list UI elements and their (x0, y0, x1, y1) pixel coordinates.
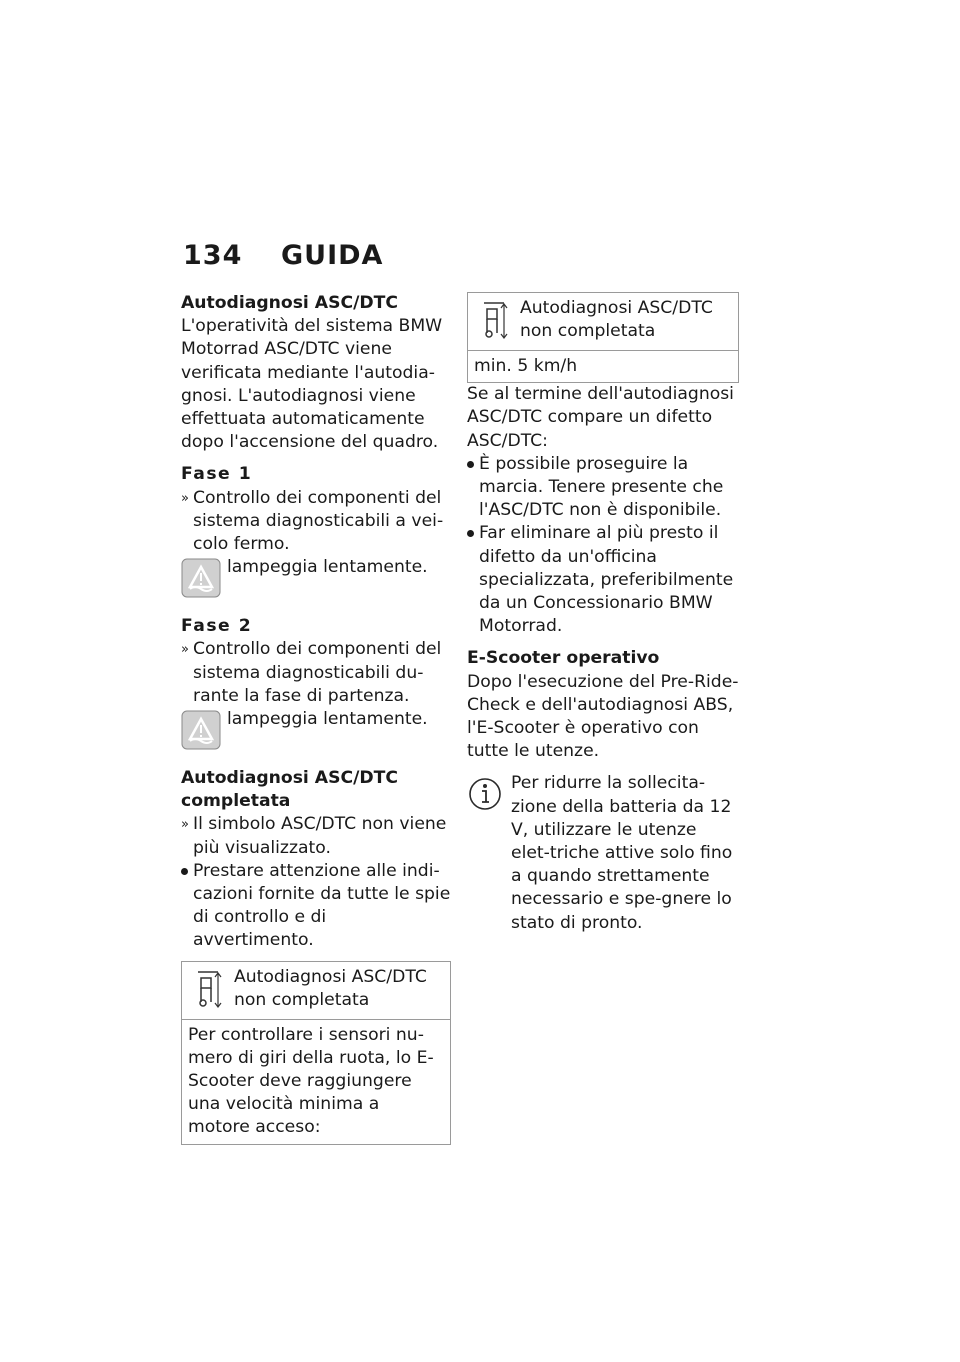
bullet-text: È possibile proseguire la marcia. Tenere presente che l'ASC/DTC non è disponibile. (479, 453, 724, 521)
bullet-item (467, 522, 739, 638)
step-action-fase1 (181, 487, 451, 557)
info-box-value: min. 5 km/h (468, 350, 738, 382)
step-action-fase2 (181, 638, 451, 708)
info-box-header (468, 293, 738, 350)
section-text-operativo: Dopo l'esecuzione del Pre-Ride-Check e dell'autodiagnosi ABS, l'E-Scooter è operativo con tutte le utenze. (467, 671, 739, 762)
info-box-left (181, 961, 451, 1145)
asc-warning-icon (181, 558, 221, 598)
info-box-right (467, 292, 739, 383)
action-text: Controllo dei componenti del sistema diagnosticabili du-rante la fase di partenza. (193, 639, 442, 706)
warning-result-fase1: lampeggia lentamente. (227, 557, 428, 578)
bullet-text: Prestare attenzione alle indi-cazioni fornite da tutte le spie di controllo e di avvertimento. (193, 860, 451, 951)
bullet-item (181, 860, 451, 953)
section-title-operativo: E-Scooter operativo (467, 648, 660, 669)
info-note (467, 772, 739, 934)
measure-icon (482, 301, 508, 341)
asc-warning-icon (181, 710, 221, 750)
step-action-completata (181, 813, 451, 859)
chapter-title: GUIDA (281, 240, 384, 271)
left-column (181, 292, 451, 1145)
bullet-dot (467, 530, 474, 537)
section-text-autodiagnosi: L'operatività del sistema BMW Motorrad ASC/DTC viene verificata mediante l'autodia-gnosi. L'autodiagnosi viene effettuata automaticamente dopo l'accensione del quadro. (181, 316, 443, 453)
action-text: Il simbolo ASC/DTC non viene più visualizzato. (193, 814, 447, 858)
step-title-fase2: Fase 2 (181, 616, 253, 637)
page-number: 134 (183, 240, 243, 271)
page-header (183, 240, 383, 280)
info-box-title: Autodiagnosi ASC/DTC non completata (234, 966, 427, 1010)
info-box-body: Per controllare i sensori nu-mero di giri della ruota, lo E-Scooter deve raggiungere una velocità minima a motore acceso: (182, 1019, 450, 1144)
warning-result-fase2: lampeggia lentamente. (227, 709, 428, 730)
warning-row-fase1 (181, 556, 451, 606)
info-box-header (182, 962, 450, 1019)
section-title-completata: Autodiagnosi ASC/DTC completata (181, 768, 398, 812)
section-title-autodiagnosi: Autodiagnosi ASC/DTC (181, 293, 398, 313)
action-marker: » (181, 642, 189, 658)
info-note-text: Per ridurre la sollecita-zione della batteria da 12 V, utilizzare le utenze elet-triche attive solo fino a quando strettamente necessario e spe-gnere lo stato di pronto. (511, 773, 733, 933)
paragraph-defect: Se al termine dell'autodiagnosi ASC/DTC compare un difetto ASC/DTC: (467, 384, 734, 451)
warning-row-fase2 (181, 708, 451, 758)
action-text: Controllo dei componenti del sistema diagnosticabili a vei-colo fermo. (193, 487, 444, 555)
measure-icon (196, 970, 222, 1010)
bullet-text: Far eliminare al più presto il difetto da un'officina specializzata, preferibilmente da un Concessionario BMW Motorrad. (479, 523, 734, 637)
right-column (467, 292, 739, 935)
step-title-fase1: Fase 1 (181, 464, 253, 485)
bullet-item (467, 453, 739, 523)
bullet-dot (181, 868, 188, 875)
action-marker: » (181, 817, 189, 833)
bullet-dot (467, 461, 474, 468)
info-box-title: Autodiagnosi ASC/DTC non completata (520, 298, 713, 342)
info-icon (467, 776, 503, 812)
action-marker: » (181, 490, 189, 506)
